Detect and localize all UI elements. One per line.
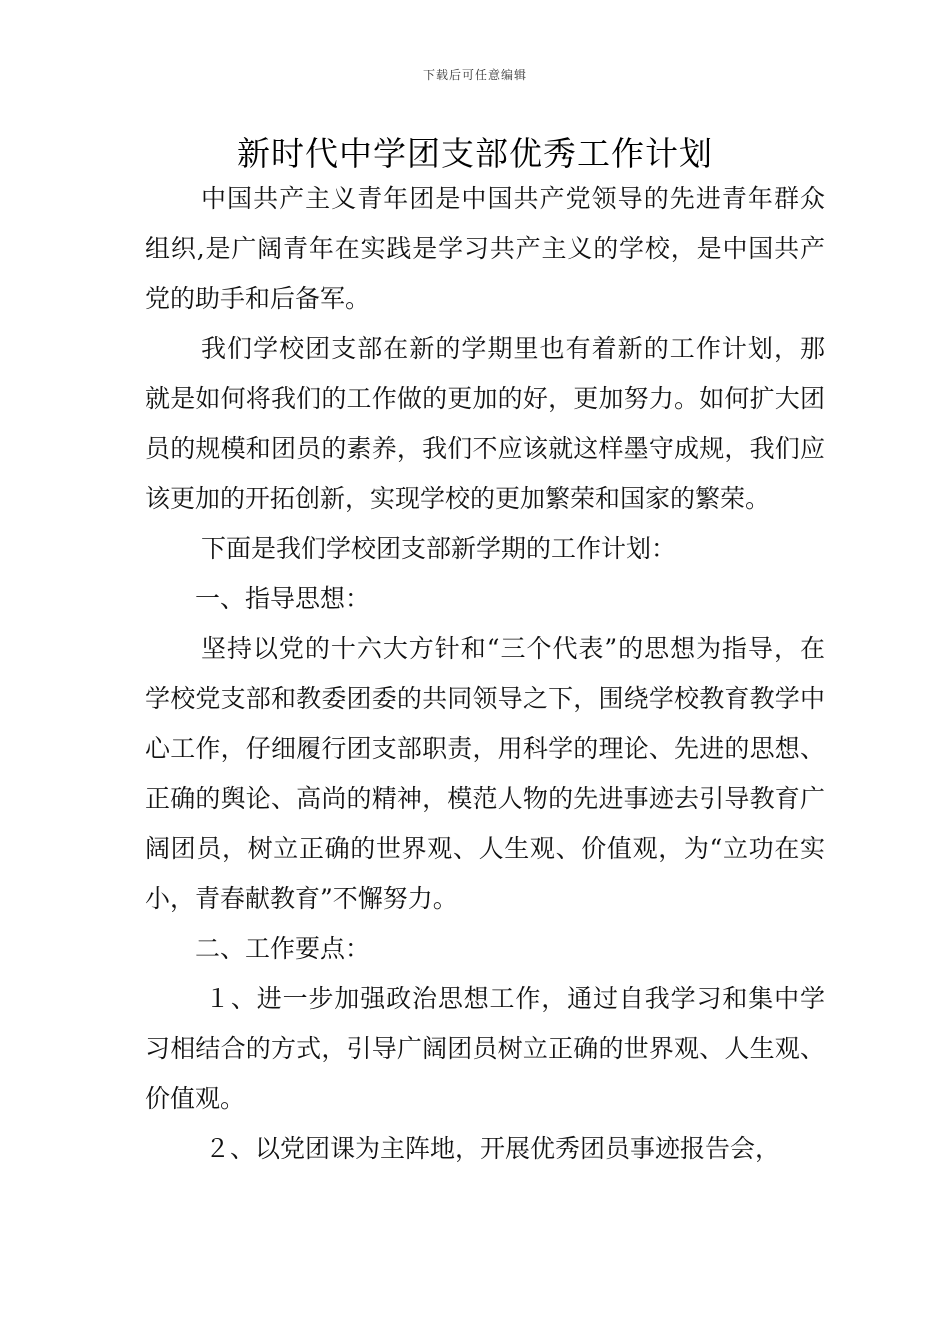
paragraph-guiding-ideology: 坚持以党的十六大方针和“三个代表”的思想为指导，在学校党支部和教委团委的共同领导之下，围绕学校教育教学中心工作，仔细履行团支部职责，用科学的理论、先进的思想、正确的舆论、高尚的精神，模范人物的先进事迹去引导教育广阔团员，树立正确的世界观、人生观、价值观，为“立功在实小，青春献教育”不懈努力。 bbox=[145, 634, 825, 913]
document-body bbox=[145, 174, 825, 1174]
list-item-2: ２、以党团课为主阵地，开展优秀团员事迹报告会， bbox=[205, 1134, 781, 1163]
paragraph-intro: 中国共产主义青年团是中国共产党领导的先进青年群众组织,是广阔青年在实践是学习共产主义的学校，是中国共产党的助手和后备军。 bbox=[145, 184, 825, 313]
header-note: 下载后可任意编辑 bbox=[422, 68, 527, 82]
paragraph-plan: 我们学校团支部在新的学期里也有着新的工作计划，那就是如何将我们的工作做的更加的好，更加努力。如何扩大团员的规模和团员的素养，我们不应该就这样墨守成规，我们应该更加的开拓创新，实现学校的更加繁荣和国家的繁荣。 bbox=[145, 334, 825, 513]
document-title: 新时代中学团支部优秀工作计划 bbox=[237, 134, 713, 173]
section-heading-work-points: 二、工作要点： bbox=[195, 934, 371, 963]
section-heading-guiding-ideology: 一、指导思想： bbox=[195, 584, 371, 613]
list-item-1: １、进一步加强政治思想工作，通过自我学习和集中学习相结合的方式，引导广阔团员树立正确的世界观、人生观、价值观。 bbox=[145, 984, 825, 1113]
paragraph-lead-in: 下面是我们学校团支部新学期的工作计划： bbox=[201, 534, 677, 563]
